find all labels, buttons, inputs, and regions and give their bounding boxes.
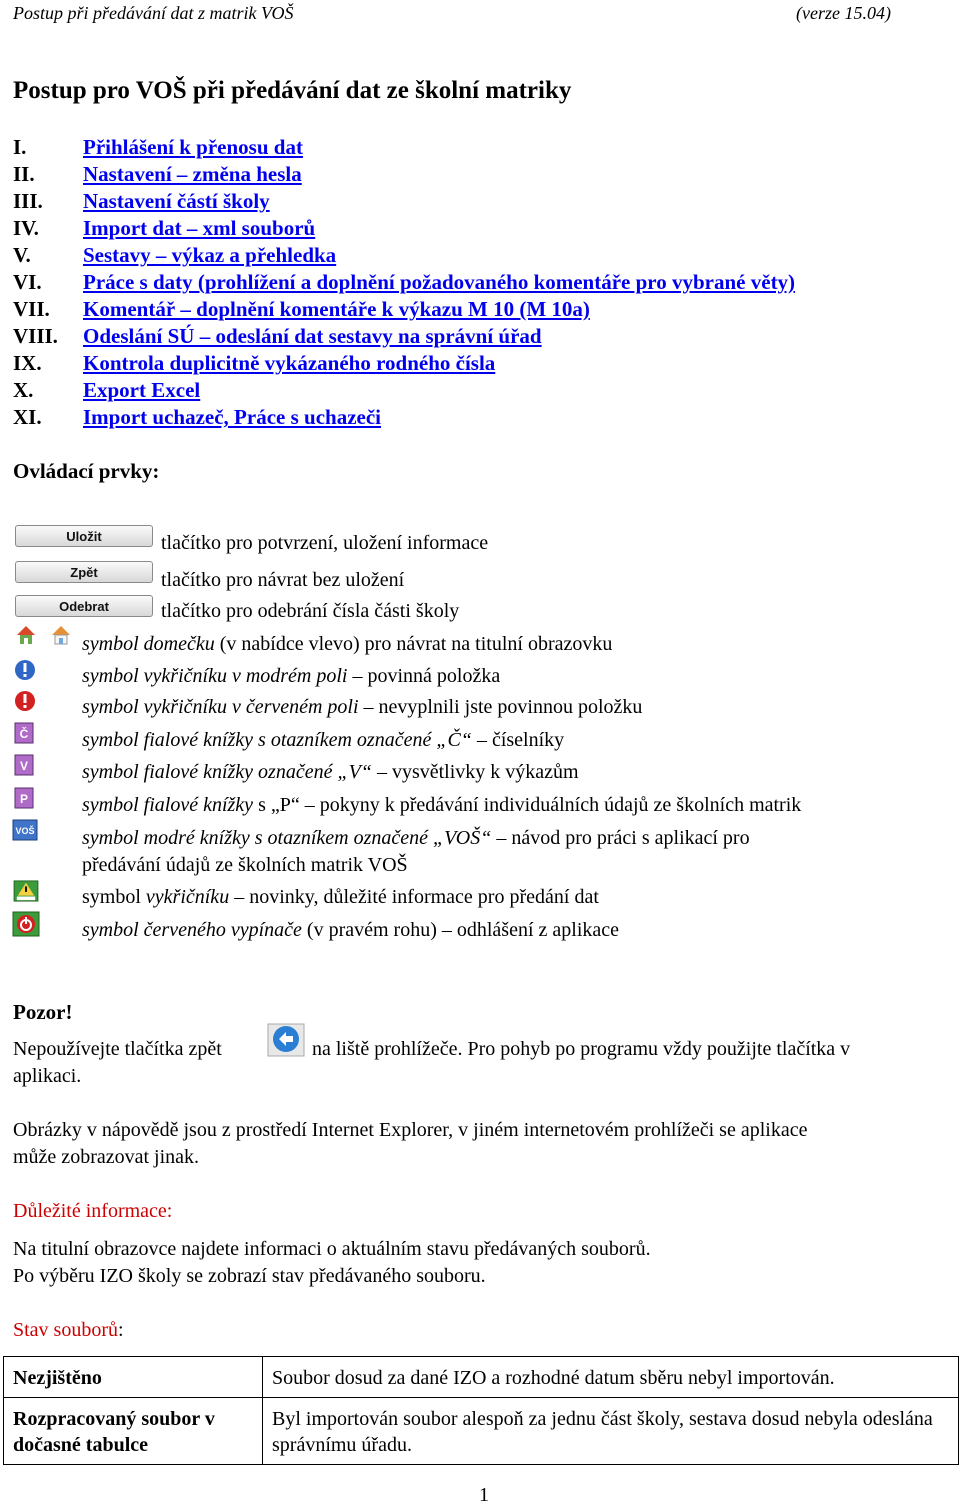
toc-link[interactable]: Sestavy – výkaz a přehledka	[83, 243, 337, 267]
toc-num: IX.	[13, 351, 42, 375]
symbol-rest: s „P“ – pokyny k předávání individuálních údajů ze školních matrik	[253, 794, 802, 816]
symbol-italic: symbol modré knížky s otazníkem označené „VOŠ“	[82, 827, 492, 849]
symbol-desc-manual	[82, 827, 750, 850]
toc-link[interactable]: Export Excel	[83, 378, 201, 402]
toc-num: VI.	[13, 270, 42, 294]
symbol-desc-news	[82, 886, 599, 909]
table-row	[4, 1398, 959, 1465]
symbol-rest: – číselníky	[471, 729, 565, 751]
book-p-icon[interactable]	[13, 787, 35, 809]
symbol-italic: symbol fialové knížky	[82, 794, 254, 816]
svg-text:VOŠ: VOŠ	[15, 826, 35, 836]
toc-num: VIII.	[13, 324, 58, 348]
save-button[interactable]: Uložit	[15, 525, 153, 547]
remove-button-desc: tlačítko pro odebrání čísla části školy	[161, 600, 460, 622]
toc-link[interactable]: Import dat – xml souborů	[83, 216, 316, 240]
symbol-rest: – vysvětlivky k výkazům	[371, 761, 579, 783]
info-blue-icon	[14, 659, 36, 681]
symbol-italic: vykřičníku	[145, 886, 230, 908]
symbol-italic: symbol vykřičníku v modrém poli	[82, 665, 348, 687]
symbol-desc-manual-line2: předávání údajů ze školních matrik VOŠ	[82, 854, 408, 876]
important-line1: Na titulní obrazovce najdete informaci o aktuálním stavu předávaných souborů.	[13, 1238, 651, 1260]
pozor-heading: Pozor!	[13, 1000, 73, 1024]
svg-text:V: V	[19, 759, 29, 773]
toc-link[interactable]: Nastavení – změna hesla	[83, 162, 302, 186]
symbol-rest: – novinky, důležité informace pro předání dat	[229, 886, 599, 908]
status-table	[3, 1356, 959, 1465]
status-heading	[13, 1319, 124, 1342]
symbol-desc-missing	[82, 696, 642, 719]
toc-link[interactable]: Komentář – doplnění komentáře k výkazu M 10 (M 10a)	[83, 297, 590, 321]
important-line2: Po výběru IZO školy se zobrazí stav předávaného souboru.	[13, 1265, 486, 1287]
toc-num: XI.	[13, 405, 42, 429]
symbol-rest: (v nabídce vlevo) pro návrat na titulní obrazovku	[214, 633, 613, 655]
status-heading-colon: :	[118, 1319, 124, 1341]
pozor-text-a: Nepoužívejte tlačítka zpět	[13, 1038, 222, 1060]
save-button-desc: tlačítko pro potvrzení, uložení informace	[161, 532, 489, 554]
toc-num: I.	[13, 135, 27, 159]
important-heading: Důležité informace:	[13, 1200, 173, 1222]
symbol-rest: – nevyplnili jste povinnou položku	[358, 696, 643, 718]
page-title: Postup pro VOŠ při předávání dat ze školní matriky	[13, 77, 572, 104]
toc-link[interactable]: Práce s daty (prohlížení a doplnění požadovaného komentáře pro vybrané věty)	[83, 270, 796, 294]
toc-link[interactable]: Import uchazeč, Práce s uchazeči	[83, 405, 381, 429]
status-key: Rozpracovaný soubor v dočasné tabulce	[4, 1398, 263, 1465]
table-row	[4, 1357, 959, 1398]
symbol-rest: – návod pro práci s aplikací pro	[491, 827, 750, 849]
book-vos-icon[interactable]	[12, 819, 38, 841]
browser-back-icon	[267, 1023, 305, 1057]
symbol-desc-home	[82, 633, 612, 656]
symbol-desc-logout	[82, 919, 619, 942]
status-value: Soubor dosud za dané IZO a rozhodné datum sběru nebyl importován.	[263, 1357, 959, 1398]
symbol-desc-explanations	[82, 761, 579, 784]
toc-num: VII.	[13, 297, 50, 321]
header-title: Postup při předávání dat z matrik VOŠ	[13, 3, 294, 23]
toc-num: III.	[13, 189, 43, 213]
power-icon[interactable]	[12, 911, 40, 937]
book-v-icon[interactable]	[13, 754, 35, 776]
toc-num: X.	[13, 378, 34, 402]
status-key: Nezjištěno	[4, 1357, 263, 1398]
symbol-italic: symbol fialové knížky s otazníkem označené „Č“	[82, 729, 472, 751]
page-number: 1	[479, 1484, 489, 1506]
symbol-italic: symbol červeného vypínače	[82, 919, 302, 941]
toc-link[interactable]: Nastavení částí školy	[83, 189, 270, 213]
symbol-desc-codelists	[82, 729, 564, 752]
news-icon[interactable]	[12, 880, 40, 902]
header-version: (verze 15.04)	[796, 3, 891, 23]
back-button[interactable]: Zpět	[15, 561, 153, 583]
symbol-italic: symbol domečku	[82, 633, 215, 655]
symbol-italic: symbol fialové knížky označené „V“	[82, 761, 372, 783]
warning-red-icon	[14, 690, 36, 712]
symbol-rest: – povinná položka	[347, 665, 501, 687]
controls-heading: Ovládací prvky:	[13, 459, 160, 483]
note-line2: může zobrazovat jinak.	[13, 1146, 200, 1168]
symbol-desc-required	[82, 665, 500, 688]
svg-text:P: P	[19, 792, 29, 806]
toc-num: IV.	[13, 216, 39, 240]
symbol-italic: symbol vykřičníku v červeném poli	[82, 696, 359, 718]
pozor-text-line2: aplikaci.	[13, 1065, 82, 1087]
symbol-rest: (v pravém rohu) – odhlášení z aplikace	[301, 919, 620, 941]
svg-text:Č: Č	[19, 727, 29, 741]
status-heading-text: Stav souborů	[13, 1319, 118, 1341]
back-button-desc: tlačítko pro návrat bez uložení	[161, 569, 405, 591]
pozor-text-b: na liště prohlížeče. Pro pohyb po programu vždy použijte tlačítka v	[312, 1038, 851, 1060]
toc-link[interactable]: Přihlášení k přenosu dat	[83, 135, 303, 159]
remove-button[interactable]: Odebrat	[15, 595, 153, 617]
home-icon[interactable]	[15, 624, 37, 646]
symbol-desc-instructions	[82, 794, 801, 817]
symbol-pre: symbol	[82, 886, 146, 908]
toc-num: V.	[13, 243, 31, 267]
toc-link[interactable]: Odeslání SÚ – odeslání dat sestavy na správní úřad	[83, 324, 542, 348]
toc-num: II.	[13, 162, 35, 186]
home-alt-icon[interactable]	[50, 624, 72, 646]
note-line1: Obrázky v nápovědě jsou z prostředí Internet Explorer, v jiném internetovém prohlížeči se aplikace	[13, 1119, 808, 1141]
toc-link[interactable]: Kontrola duplicitně vykázaného rodného čísla	[83, 351, 496, 375]
book-c-icon[interactable]	[13, 722, 35, 744]
status-value: Byl importován soubor alespoň za jednu část školy, sestava dosud nebyla odeslána správnímu úřadu.	[263, 1398, 959, 1465]
